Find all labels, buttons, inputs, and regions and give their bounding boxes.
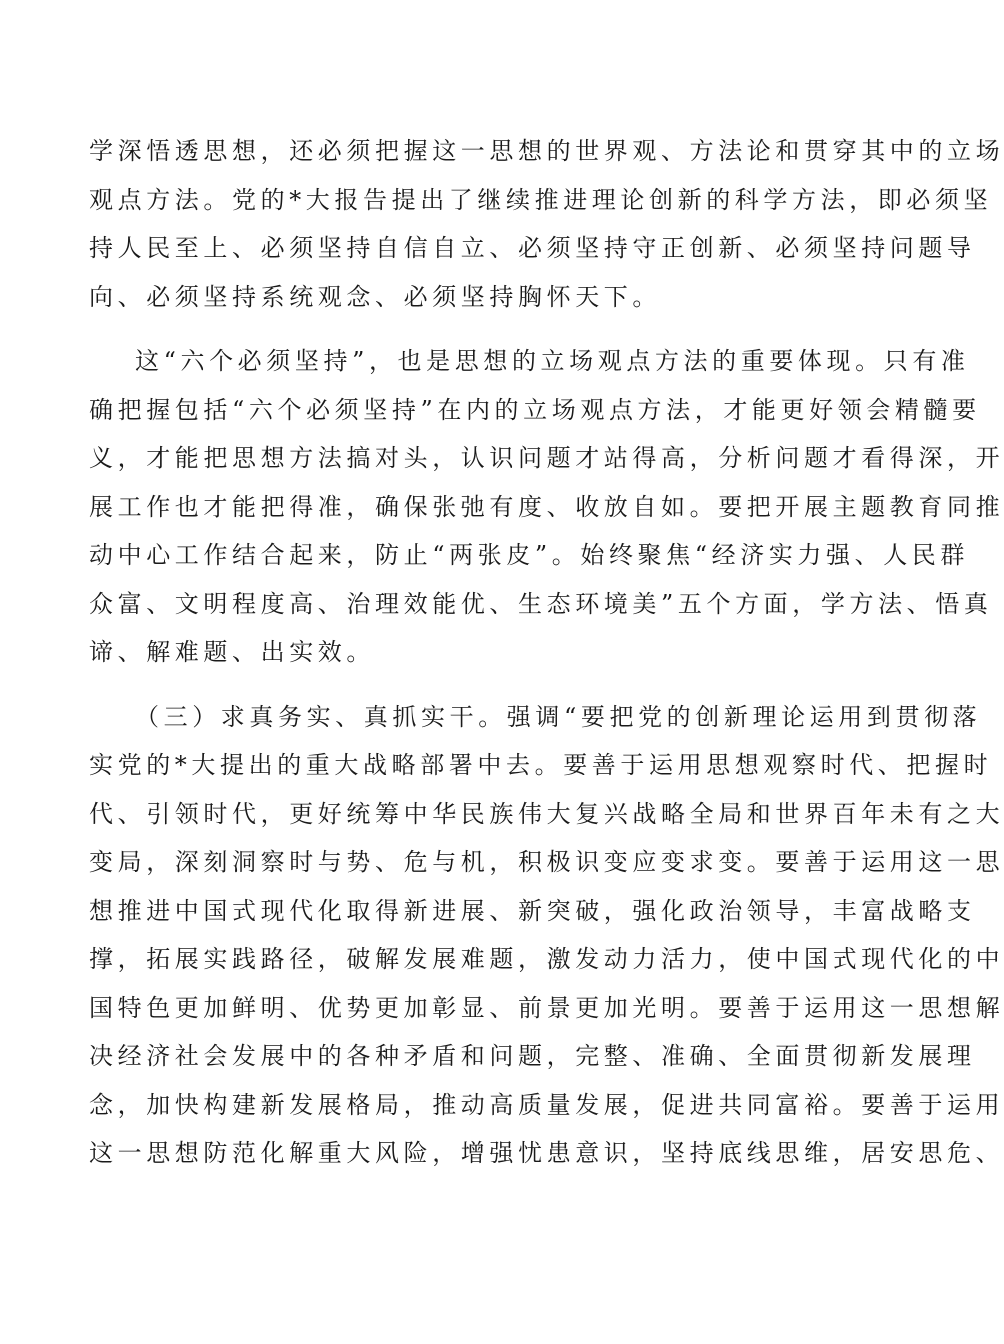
text-line: 变局，深刻洞察时与势、危与机，积极识变应变求变。要善于运用这一思 [89,848,1004,876]
text-line: 展工作也才能把得准，确保张弛有度、收放自如。要把开展主题教育同推 [89,492,1004,521]
text-line: 念，加快构建新发展格局，推动高质量发展，促进共同富裕。要善于运用 [89,1090,1004,1119]
text-line: 义，才能把思想方法搞对头，认识问题才站得高，分析问题才看得深，开 [89,444,1004,472]
body-text [89,127,1004,1178]
text-line: 确把握包括“六个必须坚持”在内的立场观点方法，才能更好领会精髓要 [89,395,981,424]
paragraph-2 [89,337,1004,677]
text-line: 学深悟透思想，还必须把握这一思想的世界观、方法论和贯穿其中的立场 [89,137,1004,165]
text-line: 谛、解难题、出实效。 [89,638,375,666]
text-line: 向、必须坚持系统观念、必须坚持胸怀天下。 [89,282,661,311]
text-line: 想推进中国式现代化取得新进展、新突破，强化政治领导，丰富战略支 [89,896,976,925]
text-line: 众富、文明程度高、治理效能优、生态环境美”五个方面，学方法、悟真 [89,589,993,618]
text-line: 代、引领时代，更好统筹中华民族伟大复兴战略全局和世界百年未有之大 [89,799,1004,828]
paragraph-1 [89,127,1004,321]
section-heading-line: （三）求真务实、真抓实干。强调“要把党的创新理论运用到贯彻落 [135,702,982,731]
paragraph-spacer [89,321,861,337]
paragraph-spacer [89,677,861,693]
text-line: 撑，拓展实践路径，破解发展难题，激发动力活力，使中国式现代化的中 [89,945,1004,973]
text-line: 这一思想防范化解重大风险，增强忧患意识，坚持底线思维，居安思危、 [89,1139,1004,1167]
text-line: 决经济社会发展中的各种矛盾和问题，完整、准确、全面贯彻新发展理 [89,1042,976,1070]
paragraph-3 [89,693,1004,1178]
text-line: 动中心工作结合起来，防止“两张皮”。始终聚焦“经济实力强、人民群 [89,541,970,569]
text-line: 持人民至上、必须坚持自信自立、必须坚持守正创新、必须坚持问题导 [89,234,976,262]
text-line: 观点方法。党的*大报告提出了继续推进理论创新的科学方法，即必须坚 [89,185,993,214]
text-line: 这“六个必须坚持”，也是思想的立场观点方法的重要体现。只有准 [135,347,970,375]
text-line: 国特色更加鲜明、优势更加彰显、前景更加光明。要善于运用这一思想解 [89,993,1004,1022]
text-line: 实党的*大提出的重大战略部署中去。要善于运用思想观察时代、把握时 [89,751,993,779]
